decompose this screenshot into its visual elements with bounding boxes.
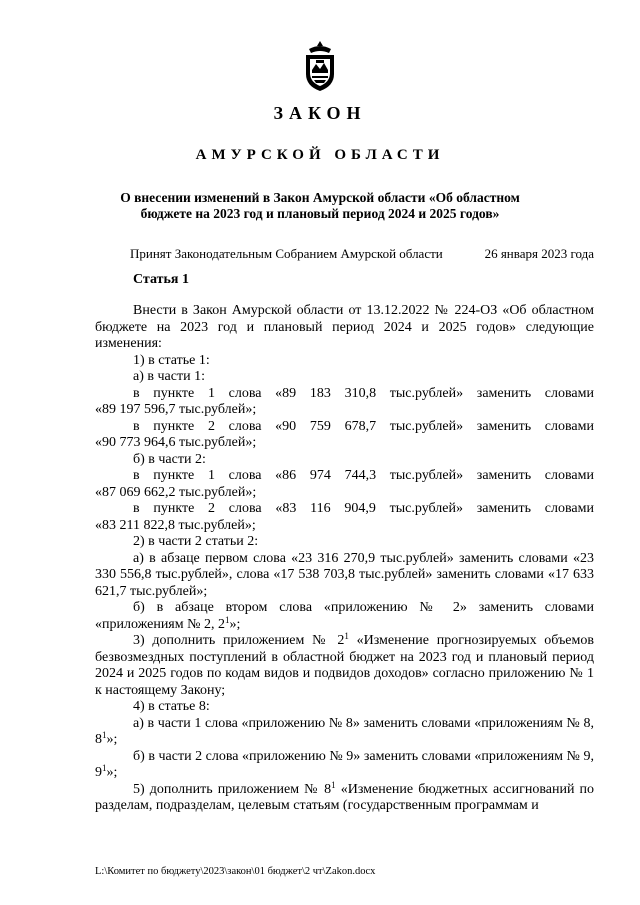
item-2: 2) в части 2 статьи 2: — [133, 534, 259, 549]
item-3: 3) дополнить приложением № $2^1$ «Изменение прогнозируемых объемов безвозмездных поступлений в областной бюджет на 2023 год и плановый период 2024 и 2025 годов по кодам видов и подвидов доходов» согласно приложению № 1 к настоящему Закону; — [95, 631, 594, 698]
item-1b-point2-cont: «83 211 822,8 тыс.рублей»; — [95, 517, 256, 533]
item-2b: б) в абзаце втором слова «приложению № 2» заменить словами «приложениям № 2, $2^1$»; — [95, 600, 594, 632]
coat-of-arms-icon — [301, 40, 339, 92]
item-1b-point1: в пункте 1 слова «86 974 744,3 тыс.рублей» заменить словами — [133, 468, 594, 483]
item-1: 1) в статье 1: — [133, 352, 210, 368]
item-1a-point1: в пункте 1 слова «89 183 310,8 тыс.рублей» заменить словами — [133, 385, 594, 401]
adopted-by: Принят Законодательным Собранием Амурской области — [130, 246, 443, 261]
file-path-footer: L:\Комитет по бюджету\2023\закон\01 бюджет\2 чт\Zakon.docx — [95, 866, 376, 877]
item-4b: б) в части 2 слова «приложению № 9» заменить словами «приложениям № 9, $9^1$»; — [95, 748, 594, 780]
region-name: АМУРСКОЙ ОБЛАСТИ — [195, 147, 445, 163]
item-4a: а) в части 1 слова «приложению № 8» заменить словами «приложениям № 8, $8^1$»; — [95, 715, 594, 747]
item-1b-point2: в пункте 2 слова «83 116 904,9 тыс.рублей» заменить словами — [133, 501, 594, 516]
item-1b: б) в части 2: — [133, 451, 206, 467]
item-1a: а) в части 1: — [133, 369, 205, 384]
article-body — [95, 303, 594, 815]
article-heading: Статья 1 — [133, 272, 189, 287]
law-title: ЗАКОН — [273, 103, 367, 123]
item-1a-point1-cont: «89 197 596,7 тыс.рублей»; — [95, 402, 257, 417]
item-2a: а) в абзаце первом слова «23 316 270,9 тыс.рублей» заменить словами «23 330 556,8 тыс.рублей», слова «17 538 703,8 тыс.рублей» заменить словами «17 633 621,7 тыс.рублей»; — [95, 550, 594, 599]
intro-paragraph: Внести в Закон Амурской области от 13.12.2022 № 224-ОЗ «Об областном бюджете на 2023 год и плановый период 2024 и 2025 годов» следующие изменения: — [95, 303, 594, 351]
adoption-line — [130, 246, 594, 262]
item-4: 4) в статье 8: — [133, 699, 210, 714]
adopted-date: 26 января 2023 года — [484, 246, 594, 261]
law-subject: О внесении изменений в Закон Амурской области «Об областном бюджете на 2023 год и плановый период 2024 и 2025 годов» — [120, 190, 520, 221]
item-1a-point2-cont: «90 773 964,6 тыс.рублей»; — [95, 435, 257, 450]
item-1a-point2: в пункте 2 слова «90 759 678,7 тыс.рублей» заменить словами — [133, 418, 594, 434]
item-5: 5) дополнить приложением № $8^1$ «Изменение бюджетных ассигнований по разделам, подразделам, целевым статьям (государственным программам и — [95, 779, 595, 813]
item-1b-point1-cont: «87 069 662,2 тыс.рублей»; — [95, 484, 257, 500]
